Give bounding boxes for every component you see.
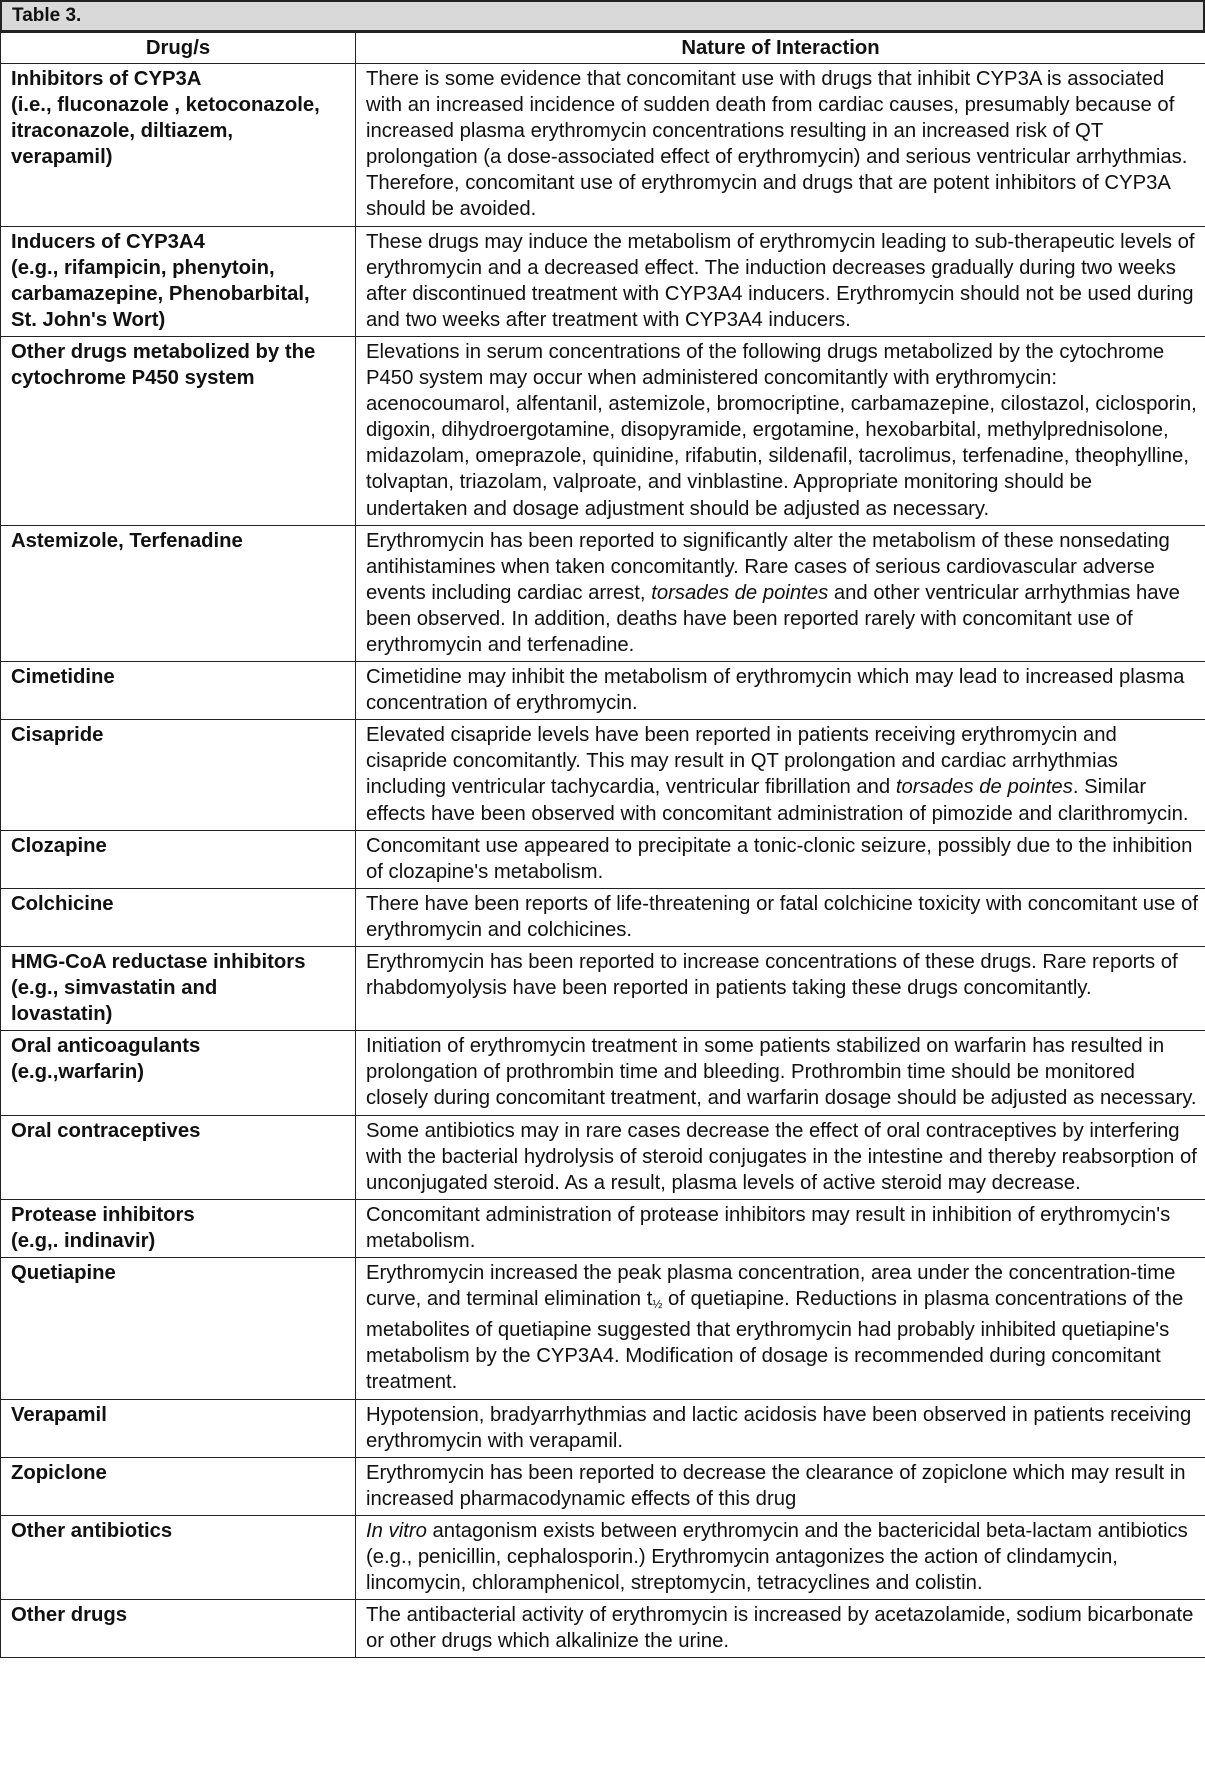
table-header-row xyxy=(1,33,1205,64)
drug-cell: Oral contraceptives xyxy=(1,1115,356,1199)
interaction-text: These drugs may induce the metabolism of erythromycin leading to sub-therapeutic levels of erythromycin and a decreased effect. The induction decreases gradually during two weeks after discontinued treatment with CYP3A4 inducers. Erythromycin should not be used during and two weeks after treatment with CYP3A4 inducers. xyxy=(366,230,1195,331)
interaction-text-italic: torsades de pointes xyxy=(651,581,829,604)
interaction-text: Concomitant use appeared to precipitate a tonic-clonic seizure, possibly due to the inhibition of clozapine's metabolism. xyxy=(366,834,1193,883)
interaction-text: of quetiapine. Reductions in plasma concentrations of the metabolites of quetiapine suggested that erythromycin had probably inhibited quetiapine's metabolism by the CYP3A4. Modification of dosage is recommended during concomitant treatment. xyxy=(366,1288,1184,1394)
table-row xyxy=(1,1115,1205,1199)
interaction-text: Concomitant administration of protease inhibitors may result in inhibition of erythromycin's metabolism. xyxy=(366,1203,1171,1252)
interaction-cell xyxy=(356,226,1205,336)
header-interaction: Nature of Interaction xyxy=(356,33,1205,64)
drug-cell: Cimetidine xyxy=(1,662,356,720)
drug-cell: Oral anticoagulants (e.g.,warfarin) xyxy=(1,1031,356,1115)
interaction-text: . Similar effects have been observed with concomitant administration of pimozide and clarithromycin. xyxy=(366,776,1189,825)
interaction-text: Erythromycin has been reported to significantly alter the metabolism of these nonsedating antihistamines when taken concomitantly. Rare cases of serious cardiovascular adverse events including cardiac arrest, xyxy=(366,529,1170,604)
table-row xyxy=(1,947,1205,1031)
table-row xyxy=(1,830,1205,888)
table-row xyxy=(1,1258,1205,1399)
interaction-text: Initiation of erythromycin treatment in some patients stabilized on warfarin has resulted in prolongation of prothrombin time and bleeding. Prothrombin time should be monitored closely during concomitant treatment, and warfarin dosage should be adjusted as necessary. xyxy=(366,1035,1197,1110)
table-body xyxy=(1,64,1205,1658)
interaction-text: Cimetidine may inhibit the metabolism of erythromycin which may lead to increased plasma concentration of erythromycin. xyxy=(366,666,1185,715)
drug-cell: Clozapine xyxy=(1,830,356,888)
interaction-cell xyxy=(356,1258,1205,1399)
interaction-text: There is some evidence that concomitant use with drugs that inhibit CYP3A is associated with an increased incidence of sudden death from cardiac causes, presumably because of increased plasma erythromycin concentrations resulting in an increased risk of QT prolongation (a dose-associated effect of erythromycin) and serious ventricular arrhythmias. Therefore, concomitant use of erythromycin and drugs that are potent inhibitors of CYP3A should be avoided. xyxy=(366,68,1188,221)
interaction-cell xyxy=(356,1600,1205,1658)
table-caption: Table 3. xyxy=(0,0,1205,32)
table-row xyxy=(1,1457,1205,1515)
interaction-cell xyxy=(356,662,1205,720)
interaction-cell xyxy=(356,1515,1205,1599)
interaction-cell xyxy=(356,336,1205,525)
drug-cell: Cisapride xyxy=(1,720,356,830)
interaction-text: Hypotension, bradyarrhythmias and lactic acidosis have been observed in patients receiving erythromycin with verapamil. xyxy=(366,1403,1192,1452)
interaction-cell xyxy=(356,1457,1205,1515)
interaction-text: Some antibiotics may in rare cases decrease the effect of oral contraceptives by interfering with the bacterial hydrolysis of steroid conjugates in the intestine and thereby reabsorption of unconjugated steroid. As a result, plasma levels of active steroid may decrease. xyxy=(366,1119,1197,1194)
drug-interaction-table xyxy=(0,32,1205,1658)
header-drug: Drug/s xyxy=(1,33,356,64)
table-row xyxy=(1,662,1205,720)
interaction-text: ½ xyxy=(652,1297,663,1312)
interaction-cell xyxy=(356,1399,1205,1457)
interaction-cell xyxy=(356,1199,1205,1257)
drug-cell: HMG-CoA reductase inhibitors (e.g., simvastatin and lovastatin) xyxy=(1,947,356,1031)
interaction-cell xyxy=(356,64,1205,227)
drug-cell: Verapamil xyxy=(1,1399,356,1457)
table-row xyxy=(1,720,1205,830)
interaction-cell xyxy=(356,888,1205,946)
interaction-text: and other ventricular arrhythmias have been observed. In addition, deaths have been reported rarely with concomitant use of erythromycin and terfenadine. xyxy=(366,581,1180,656)
drug-cell: Colchicine xyxy=(1,888,356,946)
drug-cell: Inducers of CYP3A4 (e.g., rifampicin, phenytoin, carbamazepine, Phenobarbital, St. John's Wort) xyxy=(1,226,356,336)
interaction-cell xyxy=(356,830,1205,888)
drug-cell: Quetiapine xyxy=(1,1258,356,1399)
table-row xyxy=(1,1515,1205,1599)
drug-cell: Zopiclone xyxy=(1,1457,356,1515)
drug-cell: Other drugs xyxy=(1,1600,356,1658)
table-row xyxy=(1,1199,1205,1257)
drug-cell: Astemizole, Terfenadine xyxy=(1,525,356,661)
interaction-text: Elevated cisapride levels have been reported in patients receiving erythromycin and cisapride concomitantly. This may result in QT prolongation and cardiac arrhythmias including ventricular tachycardia, ventricular fibrillation and xyxy=(366,724,1118,799)
interaction-text-italic: torsades de pointes xyxy=(895,776,1073,799)
drug-cell: Protease inhibitors (e.g,. indinavir) xyxy=(1,1199,356,1257)
drug-cell: Other drugs metabolized by the cytochrome P450 system xyxy=(1,336,356,525)
table-row xyxy=(1,64,1205,227)
interaction-text: Elevations in serum concentrations of the following drugs metabolized by the cytochrome P450 system may occur when administered concomitantly with erythromycin: acenocoumarol, alfentanil, astemizole, bromocriptine, carbamazepine, cilostazol, ciclosporin, digoxin, dihydroergotamine, disopyramide, ergotamine, hexobarbital, methylprednisolone, midazolam, omeprazole, quinidine, rifabutin, sildenafil, tacrolimus, terfenadine, theophylline, tolvaptan, triazolam, valproate, and vinblastine. Appropriate monitoring should be undertaken and dosage adjustment should be adjusted as necessary. xyxy=(366,340,1197,520)
interaction-cell xyxy=(356,1115,1205,1199)
table-row xyxy=(1,1031,1205,1115)
interaction-text: Erythromycin has been reported to decrease the clearance of zopiclone which may result in increased pharmacodynamic effects of this drug xyxy=(366,1461,1186,1510)
interaction-cell xyxy=(356,947,1205,1031)
interaction-cell xyxy=(356,720,1205,830)
interaction-cell xyxy=(356,525,1205,661)
interaction-text: The antibacterial activity of erythromycin is increased by acetazolamide, sodium bicarbonate or other drugs which alkalinize the urine. xyxy=(366,1604,1194,1653)
drug-cell: Other antibiotics xyxy=(1,1515,356,1599)
table-row xyxy=(1,336,1205,525)
table-row xyxy=(1,888,1205,946)
interaction-text: Erythromycin increased the peak plasma concentration, area under the concentration-time curve, and terminal elimination t xyxy=(366,1262,1176,1311)
table-row xyxy=(1,525,1205,661)
table-row xyxy=(1,226,1205,336)
interaction-text: There have been reports of life-threatening or fatal colchicine toxicity with concomitant use of erythromycin and colchicines. xyxy=(366,892,1198,941)
interaction-cell xyxy=(356,1031,1205,1115)
interaction-text: antagonism exists between erythromycin and the bactericidal beta-lactam antibiotics (e.g., penicillin, cephalosporin.) Erythromycin antagonizes the action of clindamycin, lincomycin, chloramphenicol, streptomycin, tetracyclines and colistin. xyxy=(366,1519,1188,1595)
interaction-text: Erythromycin has been reported to increase concentrations of these drugs. Rare reports of rhabdomyolysis have been reported in patients taking these drugs concomitantly. xyxy=(366,951,1178,1000)
table-row xyxy=(1,1399,1205,1457)
interaction-text-italic: In vitro xyxy=(366,1519,427,1542)
table-row xyxy=(1,1600,1205,1658)
drug-cell: Inhibitors of CYP3A (i.e., fluconazole , ketoconazole, itraconazole, diltiazem, verapamil) xyxy=(1,64,356,227)
